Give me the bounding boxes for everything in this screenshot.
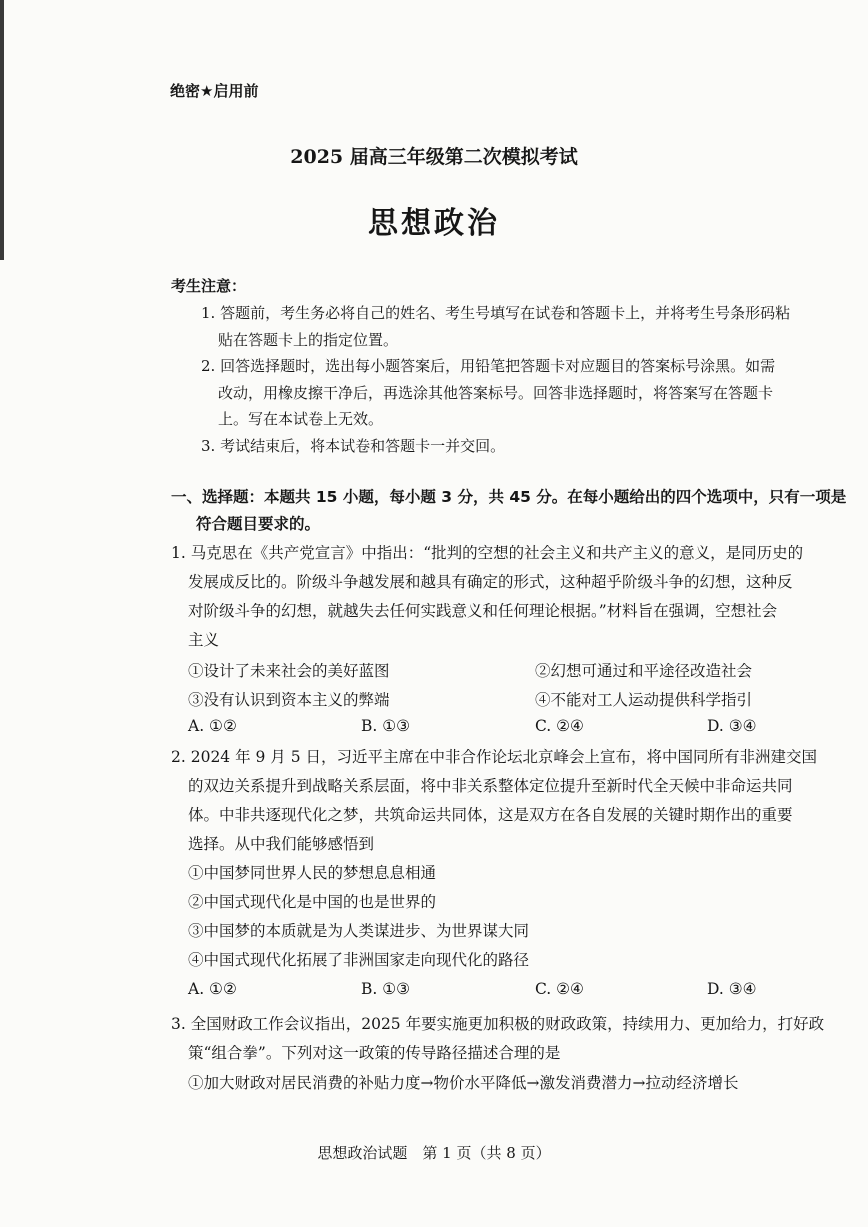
q2-stem: 2. 2024 年 9 月 5 日，习近平主席在中非合作论坛北京峰会上宣布，将中国同所有非洲建交国 xyxy=(171,748,818,766)
confidential-label: 绝密★启用前 xyxy=(170,82,259,100)
q2-stem: 选择。从中我们能够感悟到 xyxy=(188,835,375,853)
q1-statement: ②幻想可通过和平途径改造社会 xyxy=(535,662,753,680)
q2-statement: ③中国梦的本质就是为人类谋进步、为世界谋大同 xyxy=(188,922,530,940)
section-heading: 一、选择题：本题共 15 小题，每小题 3 分，共 45 分。在每小题给出的四个选项中，只有一项是 xyxy=(171,488,847,506)
q3-stem: 策“组合拳”。下列对这一政策的传导路径描述合理的是 xyxy=(188,1044,561,1062)
q1-statement: ①设计了未来社会的美好蓝图 xyxy=(188,662,390,680)
section-heading-cont: 符合题目要求的。 xyxy=(196,515,321,533)
q2-choice-d: D. ③④ xyxy=(707,980,757,998)
q1-choice-a: A. ①② xyxy=(188,717,237,735)
q2-choice-a: A. ①② xyxy=(188,980,237,998)
q2-statement: ④中国式现代化拓展了非洲国家走向现代化的路径 xyxy=(188,951,530,969)
q3-stem: 3. 全国财政工作会议指出，2025 年要实施更加积极的财政政策，持续用力、更加给力，打好政 xyxy=(171,1015,825,1033)
q1-statement: ③没有认识到资本主义的弊端 xyxy=(188,691,390,709)
q2-statement: ①中国梦同世界人民的梦想息息相通 xyxy=(188,864,437,882)
q1-choice-c: C. ②④ xyxy=(535,717,584,735)
q2-stem: 的双边关系提升到战略关系层面，将中非关系整体定位提升至新时代全天候中非命运共同 xyxy=(188,777,793,795)
q2-choice-c: C. ②④ xyxy=(535,980,584,998)
q1-stem: 主义 xyxy=(188,631,220,649)
q1-choice-d: D. ③④ xyxy=(707,717,757,735)
q2-choice-b: B. ①③ xyxy=(361,980,411,998)
subject-title: 思想政治 xyxy=(368,206,500,241)
q2-stem: 体。中非共逐现代化之梦，共筑命运共同体，这是双方在各自发展的关键时期作出的重要 xyxy=(188,806,793,824)
notice-line: 上。写在本试卷上无效。 xyxy=(218,410,384,428)
notice-line: 3. 考试结束后，将本试卷和答题卡一并交回。 xyxy=(201,437,506,455)
notice-line: 贴在答题卡上的指定位置。 xyxy=(218,331,399,349)
q1-statement: ④不能对工人运动提供科学指引 xyxy=(535,691,753,709)
notice-heading: 考生注意： xyxy=(171,277,247,295)
q1-stem: 对阶级斗争的幻想，就越失去任何实践意义和任何理论根据。”材料旨在强调，空想社会 xyxy=(188,602,778,620)
q2-statement: ②中国式现代化是中国的也是世界的 xyxy=(188,893,437,911)
page-footer: 思想政治试题 第 1 页（共 8 页） xyxy=(317,1144,551,1162)
exam-title: 2025 届高三年级第二次模拟考试 xyxy=(290,146,578,168)
q3-statement: ①加大财政对居民消费的补贴力度→物价水平降低→激发消费潜力→拉动经济增长 xyxy=(188,1074,739,1092)
notice-line: 改动，用橡皮擦干净后，再选涂其他答案标号。回答非选择题时，将答案写在答题卡 xyxy=(218,384,774,402)
q1-stem: 1. 马克思在《共产党宣言》中指出：“批判的空想的社会主义和共产主义的意义，是同历史的 xyxy=(171,544,804,562)
q1-choice-b: B. ①③ xyxy=(361,717,411,735)
q1-stem: 发展成反比的。阶级斗争越发展和越具有确定的形式，这种超乎阶级斗争的幻想，这种反 xyxy=(188,573,793,591)
notice-line: 2. 回答选择题时，选出每小题答案后，用铅笔把答题卡对应题目的答案标号涂黑。如需 xyxy=(201,357,776,375)
notice-line: 1. 答题前，考生务必将自己的姓名、考生号填写在试卷和答题卡上，并将考生号条形码粘 xyxy=(201,304,791,322)
